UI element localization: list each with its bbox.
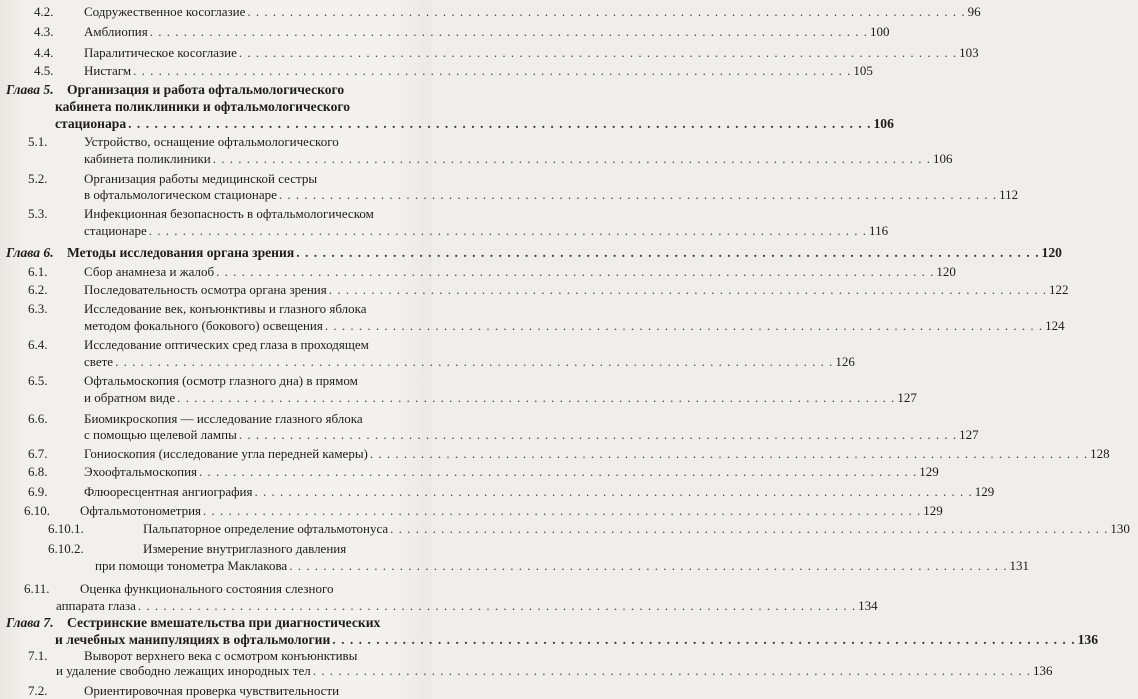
chapter-entry-end — [0, 116, 894, 132]
section-number: 4.4. — [34, 45, 54, 60]
toc-entry — [0, 171, 432, 187]
chapter-entry — [0, 615, 432, 631]
page-number: 129 — [974, 484, 995, 499]
leader-dots — [325, 318, 1043, 334]
chapter-label: Глава 6. — [6, 245, 54, 260]
toc-entry — [0, 648, 432, 664]
page-number: 129 — [923, 503, 943, 518]
section-title-line-2: в офтальмологическом стационаре — [84, 187, 277, 202]
section-number: 6.5. — [28, 373, 48, 388]
section-title-line-1: Исследование оптических сред глаза в проходящем — [84, 337, 369, 352]
leader-dots — [177, 390, 895, 406]
page-number: 106 — [932, 151, 953, 166]
toc-entry — [0, 411, 432, 427]
section-title-line-1: Офтальмоскопия (осмотр глазного дна) в прямом — [84, 373, 358, 388]
chapter-title-line-2: кабинета поликлиники и офтальмологического — [55, 99, 351, 114]
section-number: 6.10.1. — [48, 521, 84, 536]
section-title-line-1: Оценка функционального состояния слезного — [80, 581, 334, 596]
section-title-line-1: Ориентировочная проверка чувствительности — [84, 683, 340, 698]
toc-entry — [0, 63, 873, 79]
page-number: 131 — [1009, 558, 1029, 573]
toc-entry-end — [0, 354, 855, 370]
chapter-title-line-2: и лечебных манипуляциях в офтальмологии — [55, 632, 331, 647]
section-title-line-2: методом фокального (бокового) освещения — [84, 318, 323, 333]
toc-entry — [0, 4, 981, 20]
page-number: 120 — [936, 264, 956, 279]
section-number: 4.2. — [34, 4, 54, 19]
section-title-line-1: Устройство, оснащение офтальмологического — [84, 134, 339, 149]
section-number: 6.1. — [28, 264, 48, 279]
toc-entry — [0, 581, 432, 597]
toc-entry — [0, 264, 956, 280]
section-title: Пальпаторное определение офтальмотонуса — [143, 521, 389, 536]
chapter-title-line-3: стационара — [55, 116, 127, 131]
page-number: 96 — [967, 4, 981, 19]
section-title-line-1: Биомикроскопия — исследование глазного яблока — [84, 411, 363, 426]
page-number: 106 — [873, 116, 894, 131]
leader-dots — [289, 558, 1007, 574]
section-title: Последовательность осмотра органа зрения — [84, 282, 327, 297]
section-title: Флюоресцентная ангиография — [84, 484, 253, 499]
leader-dots — [313, 663, 1031, 679]
section-number: 4.5. — [34, 63, 54, 78]
leader-dots — [213, 151, 931, 167]
leader-dots — [199, 464, 917, 480]
leader-dots — [133, 63, 851, 79]
toc-entry-end — [0, 558, 1029, 574]
section-title: Нистагм — [84, 63, 132, 78]
page-number: 124 — [1045, 318, 1065, 333]
page-number: 129 — [919, 464, 939, 479]
toc-entry — [0, 337, 432, 353]
section-number: 6.2. — [28, 282, 48, 297]
leader-dots — [138, 598, 856, 614]
toc-entry — [0, 45, 979, 61]
page-number: 126 — [835, 354, 855, 369]
toc-entry-end — [0, 427, 979, 443]
toc-entry — [0, 683, 432, 699]
toc-entry — [0, 373, 432, 389]
leader-dots — [216, 264, 934, 280]
section-number: 6.3. — [28, 301, 48, 316]
toc-entry — [0, 134, 432, 150]
section-title-line-1: Измерение внутриглазного давления — [143, 541, 347, 556]
page-number: 127 — [959, 427, 979, 442]
section-title-line-1: Выворот верхнего века с осмотром конъюнктивы — [84, 648, 358, 663]
toc-entry-end — [0, 187, 1019, 203]
toc-entry — [0, 503, 943, 519]
toc-entry-end — [0, 598, 878, 614]
page-number: 136 — [1077, 632, 1099, 647]
page-number: 128 — [1090, 446, 1110, 461]
toc-entry-end — [0, 223, 889, 239]
page-number: 103 — [959, 45, 979, 60]
leader-dots — [149, 223, 867, 239]
chapter-entry-end — [0, 632, 1099, 648]
toc-entry — [0, 464, 939, 480]
section-title-line-2: свете — [84, 354, 114, 369]
section-number: 6.8. — [28, 464, 48, 479]
leader-dots — [128, 116, 871, 132]
section-number: 5.1. — [28, 134, 48, 149]
leader-dots — [390, 521, 1108, 537]
leader-dots — [150, 24, 868, 40]
section-title-line-2: стационаре — [84, 223, 147, 238]
chapter-entry — [0, 245, 1062, 261]
section-title-line-2: с помощью щелевой лампы — [84, 427, 237, 442]
section-number: 6.4. — [28, 337, 48, 352]
section-number: 6.10. — [24, 503, 50, 518]
section-title: Эхоофтальмоскопия — [84, 464, 198, 479]
leader-dots — [370, 446, 1088, 462]
page-number: 130 — [1110, 521, 1130, 536]
leader-dots — [115, 354, 833, 370]
section-title: Сбор анамнеза и жалоб — [84, 264, 215, 279]
leader-dots — [203, 503, 921, 519]
section-number: 6.11. — [24, 581, 50, 596]
section-title: Паралитическое косоглазие — [84, 45, 237, 60]
section-title-line-2: и обратном виде — [84, 390, 176, 405]
section-title-line-2: аппарата глаза — [56, 598, 136, 613]
toc-entry-end — [0, 663, 1053, 679]
section-title: Амблиопия — [84, 24, 148, 39]
section-title-line-1: Организация работы медицинской сестры — [84, 171, 318, 186]
section-title-line-2: и удаление свободно лежащих инородных тел — [56, 663, 311, 678]
page-number: 116 — [869, 223, 889, 238]
leader-dots — [255, 484, 973, 500]
section-title-line-2: кабинета поликлиники — [84, 151, 211, 166]
toc-entry-end — [0, 151, 953, 167]
toc-entry — [0, 206, 432, 222]
toc-entry — [0, 282, 1069, 298]
chapter-label: Глава 7. — [6, 615, 54, 630]
section-title-line-1: Инфекционная безопасность в офтальмологическом — [84, 206, 374, 221]
section-number: 5.2. — [28, 171, 48, 186]
section-title-line-2: при помощи тонометра Маклакова — [95, 558, 288, 573]
section-title: Содружественное косоглазие — [84, 4, 246, 19]
leader-dots — [239, 427, 957, 443]
toc-entry — [0, 446, 1110, 462]
section-number: 6.9. — [28, 484, 48, 499]
chapter-title: Методы исследования органа зрения — [67, 245, 295, 260]
toc-entry-end — [0, 318, 1065, 334]
leader-dots — [329, 282, 1047, 298]
leader-dots — [296, 245, 1039, 261]
section-title: Гониоскопия (исследование угла передней камеры) — [84, 446, 368, 461]
toc-entry — [0, 541, 432, 557]
section-number: 6.6. — [28, 411, 48, 426]
page-number: 120 — [1041, 245, 1062, 260]
page-number: 136 — [1032, 663, 1053, 678]
chapter-title-line-1: Сестринские вмешательства при диагностических — [67, 615, 381, 630]
page-number: 134 — [858, 598, 878, 613]
section-title-line-1: Исследование век, конъюнктивы и глазного яблока — [84, 301, 367, 316]
page-number: 100 — [870, 24, 890, 39]
leader-dots — [279, 187, 997, 203]
section-title: Офтальмотонометрия — [80, 503, 201, 518]
section-number: 7.2. — [28, 683, 48, 698]
toc-entry — [0, 24, 890, 40]
page-number: 105 — [853, 63, 873, 78]
chapter-title-line-1: Организация и работа офтальмологического — [67, 82, 345, 97]
toc-entry — [0, 484, 995, 500]
leader-dots — [239, 45, 957, 61]
toc-entry — [0, 301, 432, 317]
page-number: 127 — [897, 390, 917, 405]
chapter-label: Глава 5. — [6, 82, 54, 97]
section-number: 6.7. — [28, 446, 48, 461]
section-number: 6.10.2. — [48, 541, 84, 556]
section-number: 7.1. — [28, 648, 48, 663]
toc-entry-end — [0, 390, 917, 406]
section-number: 5.3. — [28, 206, 48, 221]
leader-dots — [247, 4, 965, 20]
section-number: 4.3. — [34, 24, 54, 39]
page-number: 122 — [1049, 282, 1069, 297]
leader-dots — [332, 632, 1075, 648]
page-number: 112 — [999, 187, 1019, 202]
chapter-entry — [0, 82, 432, 98]
toc-entry — [0, 521, 1130, 537]
